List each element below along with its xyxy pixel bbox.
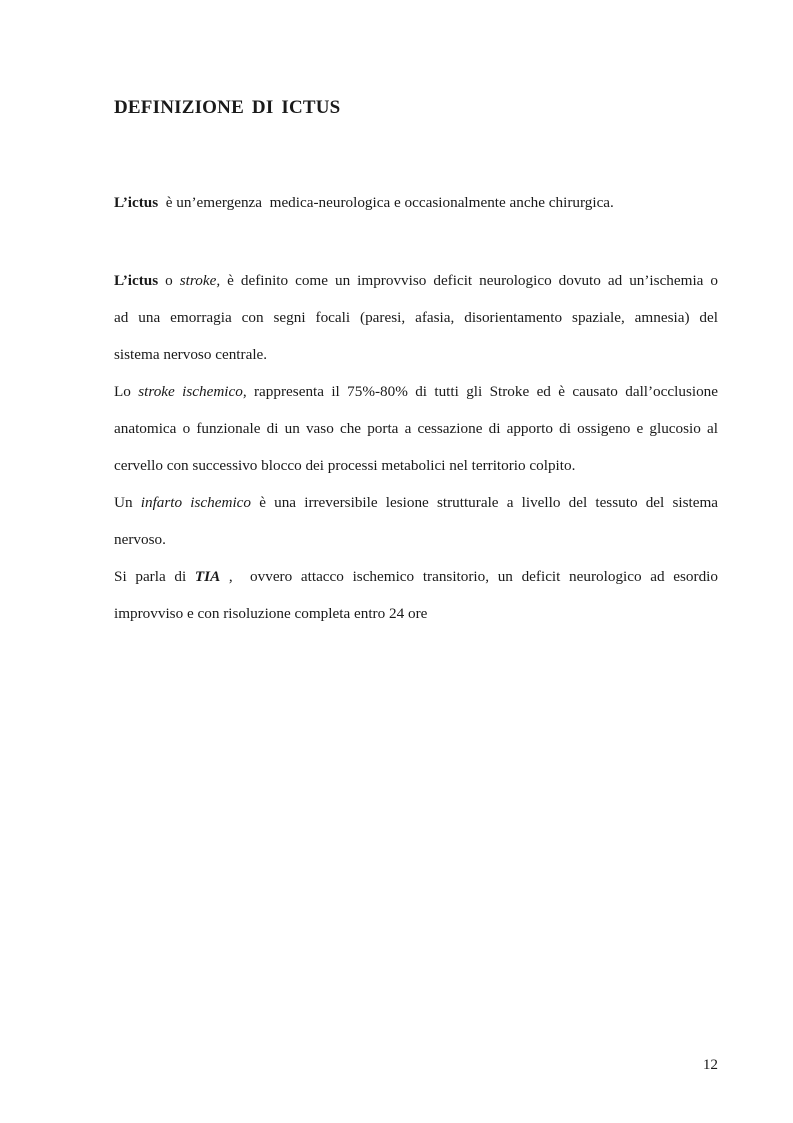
intro-term: L’ictus bbox=[114, 194, 159, 211]
tia-term: TIA bbox=[194, 568, 221, 585]
page-title: DEFINIZIONE DI ICTUS bbox=[114, 97, 341, 118]
definition-line-1-rest: è definito come un improvviso deficit neurologico dovuto ad un’ischemia o bbox=[220, 272, 719, 289]
intro-text: è un’emergenza medica-neurologica e occasionalmente anche chirurgica. bbox=[158, 194, 614, 211]
infarct-lead: Un bbox=[114, 494, 141, 511]
infarct-line-1-rest: è una irreversibile lesione strutturale a livello del tessuto del sistema bbox=[251, 494, 719, 511]
ischemic-line-3: cervello con successivo blocco dei processi metabolici nel territorio colpito. bbox=[114, 457, 576, 474]
ischemic-line-1-rest: , rappresenta il 75%-80% di tutti gli Stroke ed è causato dall’occlusione bbox=[242, 383, 719, 400]
definition-term: L’ictus bbox=[114, 272, 159, 289]
tia-line-1-rest: , ovvero attacco ischemico transitorio, un deficit neurologico ad esordio bbox=[220, 568, 718, 585]
tia-lead: Si parla di bbox=[114, 568, 195, 585]
tia-line-2: improvviso e con risoluzione completa entro 24 ore bbox=[114, 605, 428, 622]
definition-line-3: sistema nervoso centrale. bbox=[114, 346, 268, 363]
ischemic-line-1 bbox=[114, 373, 718, 410]
tia-line-1 bbox=[114, 558, 718, 595]
infarct-term: infarto ischemico bbox=[140, 494, 252, 511]
definition-term-italic: stroke, bbox=[179, 272, 221, 289]
definition-line-2: ad una emorragia con segni focali (paresi, afasia, disorientamento spaziale, amnesia) del bbox=[114, 309, 718, 326]
infarct-line-2: nervoso. bbox=[114, 531, 166, 548]
intro-paragraph bbox=[114, 194, 614, 212]
infarct-line-1 bbox=[114, 484, 718, 521]
ischemic-lead: Lo bbox=[114, 383, 139, 400]
ischemic-term: stroke ischemico bbox=[138, 383, 243, 400]
definition-connector: o bbox=[158, 272, 180, 289]
body-text bbox=[114, 262, 718, 632]
ischemic-line-2: anatomica o funzionale di un vaso che porta a cessazione di apporto di ossigeno e glucosio al bbox=[114, 420, 718, 437]
page-number: 12 bbox=[702, 1056, 718, 1073]
definition-line-1 bbox=[114, 262, 718, 299]
